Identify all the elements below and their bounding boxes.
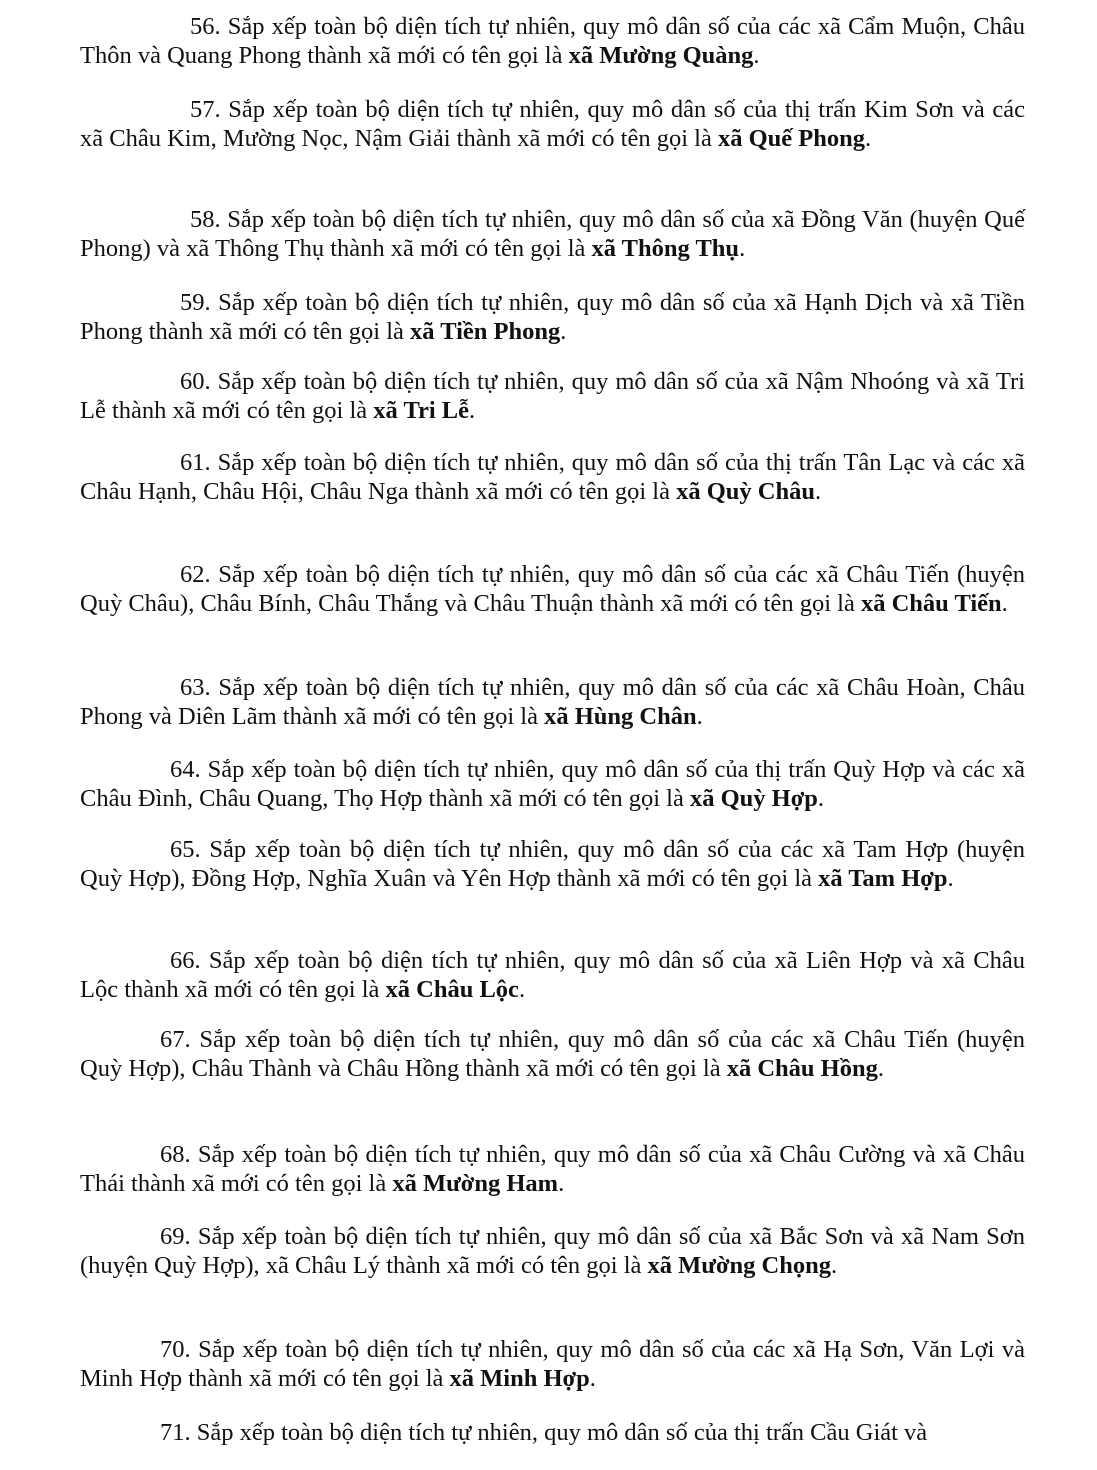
article-70: 70. Sắp xếp toàn bộ diện tích tự nhiên, quy mô dân số của các xã Hạ Sơn, Văn Lợi và Minh Hợp thành xã mới có tên gọi là xã Minh Hợp. xyxy=(80,1336,1025,1392)
new-commune-name: xã Hùng Chân xyxy=(544,703,697,730)
article-62: 62. Sắp xếp toàn bộ diện tích tự nhiên, quy mô dân số của các xã Châu Tiến (huyện Quỳ Châu), Châu Bính, Châu Thắng và Châu Thuận thành xã mới có tên gọi là xã Châu Tiến. xyxy=(80,561,1025,617)
article-59: 59. Sắp xếp toàn bộ diện tích tự nhiên, quy mô dân số của xã Hạnh Dịch và xã Tiền Phong thành xã mới có tên gọi là xã Tiền Phong. xyxy=(80,289,1025,345)
article-64: 64. Sắp xếp toàn bộ diện tích tự nhiên, quy mô dân số của thị trấn Quỳ Hợp và các xã Châu Đình, Châu Quang, Thọ Hợp thành xã mới có tên gọi là xã Quỳ Hợp. xyxy=(80,756,1025,812)
article-66: 66. Sắp xếp toàn bộ diện tích tự nhiên, quy mô dân số của xã Liên Hợp và xã Châu Lộc thành xã mới có tên gọi là xã Châu Lộc. xyxy=(80,947,1025,1003)
new-commune-name: xã Thông Thụ xyxy=(591,235,740,262)
article-58: 58. Sắp xếp toàn bộ diện tích tự nhiên, quy mô dân số của xã Đồng Văn (huyện Quế Phong) và xã Thông Thụ thành xã mới có tên gọi là xã Thông Thụ. xyxy=(80,206,1025,262)
new-commune-name: xã Tiền Phong xyxy=(410,318,561,345)
article-71: 71. Sắp xếp toàn bộ diện tích tự nhiên, quy mô dân số của thị trấn Cầu Giát và xyxy=(160,1419,928,1446)
new-commune-name: xã Minh Hợp xyxy=(449,1365,590,1392)
new-commune-name: xã Mường Ham xyxy=(392,1170,559,1197)
article-61: 61. Sắp xếp toàn bộ diện tích tự nhiên, quy mô dân số của thị trấn Tân Lạc và các xã Châu Hạnh, Châu Hội, Châu Nga thành xã mới có tên gọi là xã Quỳ Châu. xyxy=(80,449,1025,505)
article-60: 60. Sắp xếp toàn bộ diện tích tự nhiên, quy mô dân số của xã Nậm Nhoóng và xã Tri Lễ thành xã mới có tên gọi là xã Tri Lễ. xyxy=(80,368,1025,424)
new-commune-name: xã Quỳ Hợp xyxy=(689,785,818,812)
new-commune-name: xã Châu Lộc xyxy=(385,976,519,1003)
article-56: 56. Sắp xếp toàn bộ diện tích tự nhiên, quy mô dân số của các xã Cẩm Muộn, Châu Thôn và Quang Phong thành xã mới có tên gọi là xã Mường Quàng. xyxy=(80,13,1025,69)
new-commune-name: xã Châu Hồng xyxy=(726,1055,878,1082)
article-68: 68. Sắp xếp toàn bộ diện tích tự nhiên, quy mô dân số của xã Châu Cường và xã Châu Thái thành xã mới có tên gọi là xã Mường Ham. xyxy=(80,1141,1025,1197)
new-commune-name: xã Mường Quàng xyxy=(568,42,754,69)
article-63: 63. Sắp xếp toàn bộ diện tích tự nhiên, quy mô dân số của các xã Châu Hoàn, Châu Phong và Diên Lãm thành xã mới có tên gọi là xã Hùng Chân. xyxy=(80,674,1025,730)
new-commune-name: xã Tam Hợp xyxy=(818,865,948,892)
new-commune-name: xã Tri Lễ xyxy=(373,397,469,424)
new-commune-name: xã Mường Chọng xyxy=(647,1252,831,1279)
new-commune-name: xã Quế Phong xyxy=(717,125,865,152)
article-57: 57. Sắp xếp toàn bộ diện tích tự nhiên, quy mô dân số của thị trấn Kim Sơn và các xã Châu Kim, Mường Nọc, Nậm Giải thành xã mới có tên gọi là xã Quế Phong. xyxy=(80,96,1025,152)
article-69: 69. Sắp xếp toàn bộ diện tích tự nhiên, quy mô dân số của xã Bắc Sơn và xã Nam Sơn (huyện Quỳ Hợp), xã Châu Lý thành xã mới có tên gọi là xã Mường Chọng. xyxy=(80,1223,1025,1279)
article-67: 67. Sắp xếp toàn bộ diện tích tự nhiên, quy mô dân số của các xã Châu Tiến (huyện Quỳ Hợp), Châu Thành và Châu Hồng thành xã mới có tên gọi là xã Châu Hồng. xyxy=(80,1026,1025,1082)
article-65: 65. Sắp xếp toàn bộ diện tích tự nhiên, quy mô dân số của các xã Tam Hợp (huyện Quỳ Hợp), Đồng Hợp, Nghĩa Xuân và Yên Hợp thành xã mới có tên gọi là xã Tam Hợp. xyxy=(80,836,1025,892)
new-commune-name: xã Châu Tiến xyxy=(860,590,1002,617)
new-commune-name: xã Quỳ Châu xyxy=(676,478,815,505)
